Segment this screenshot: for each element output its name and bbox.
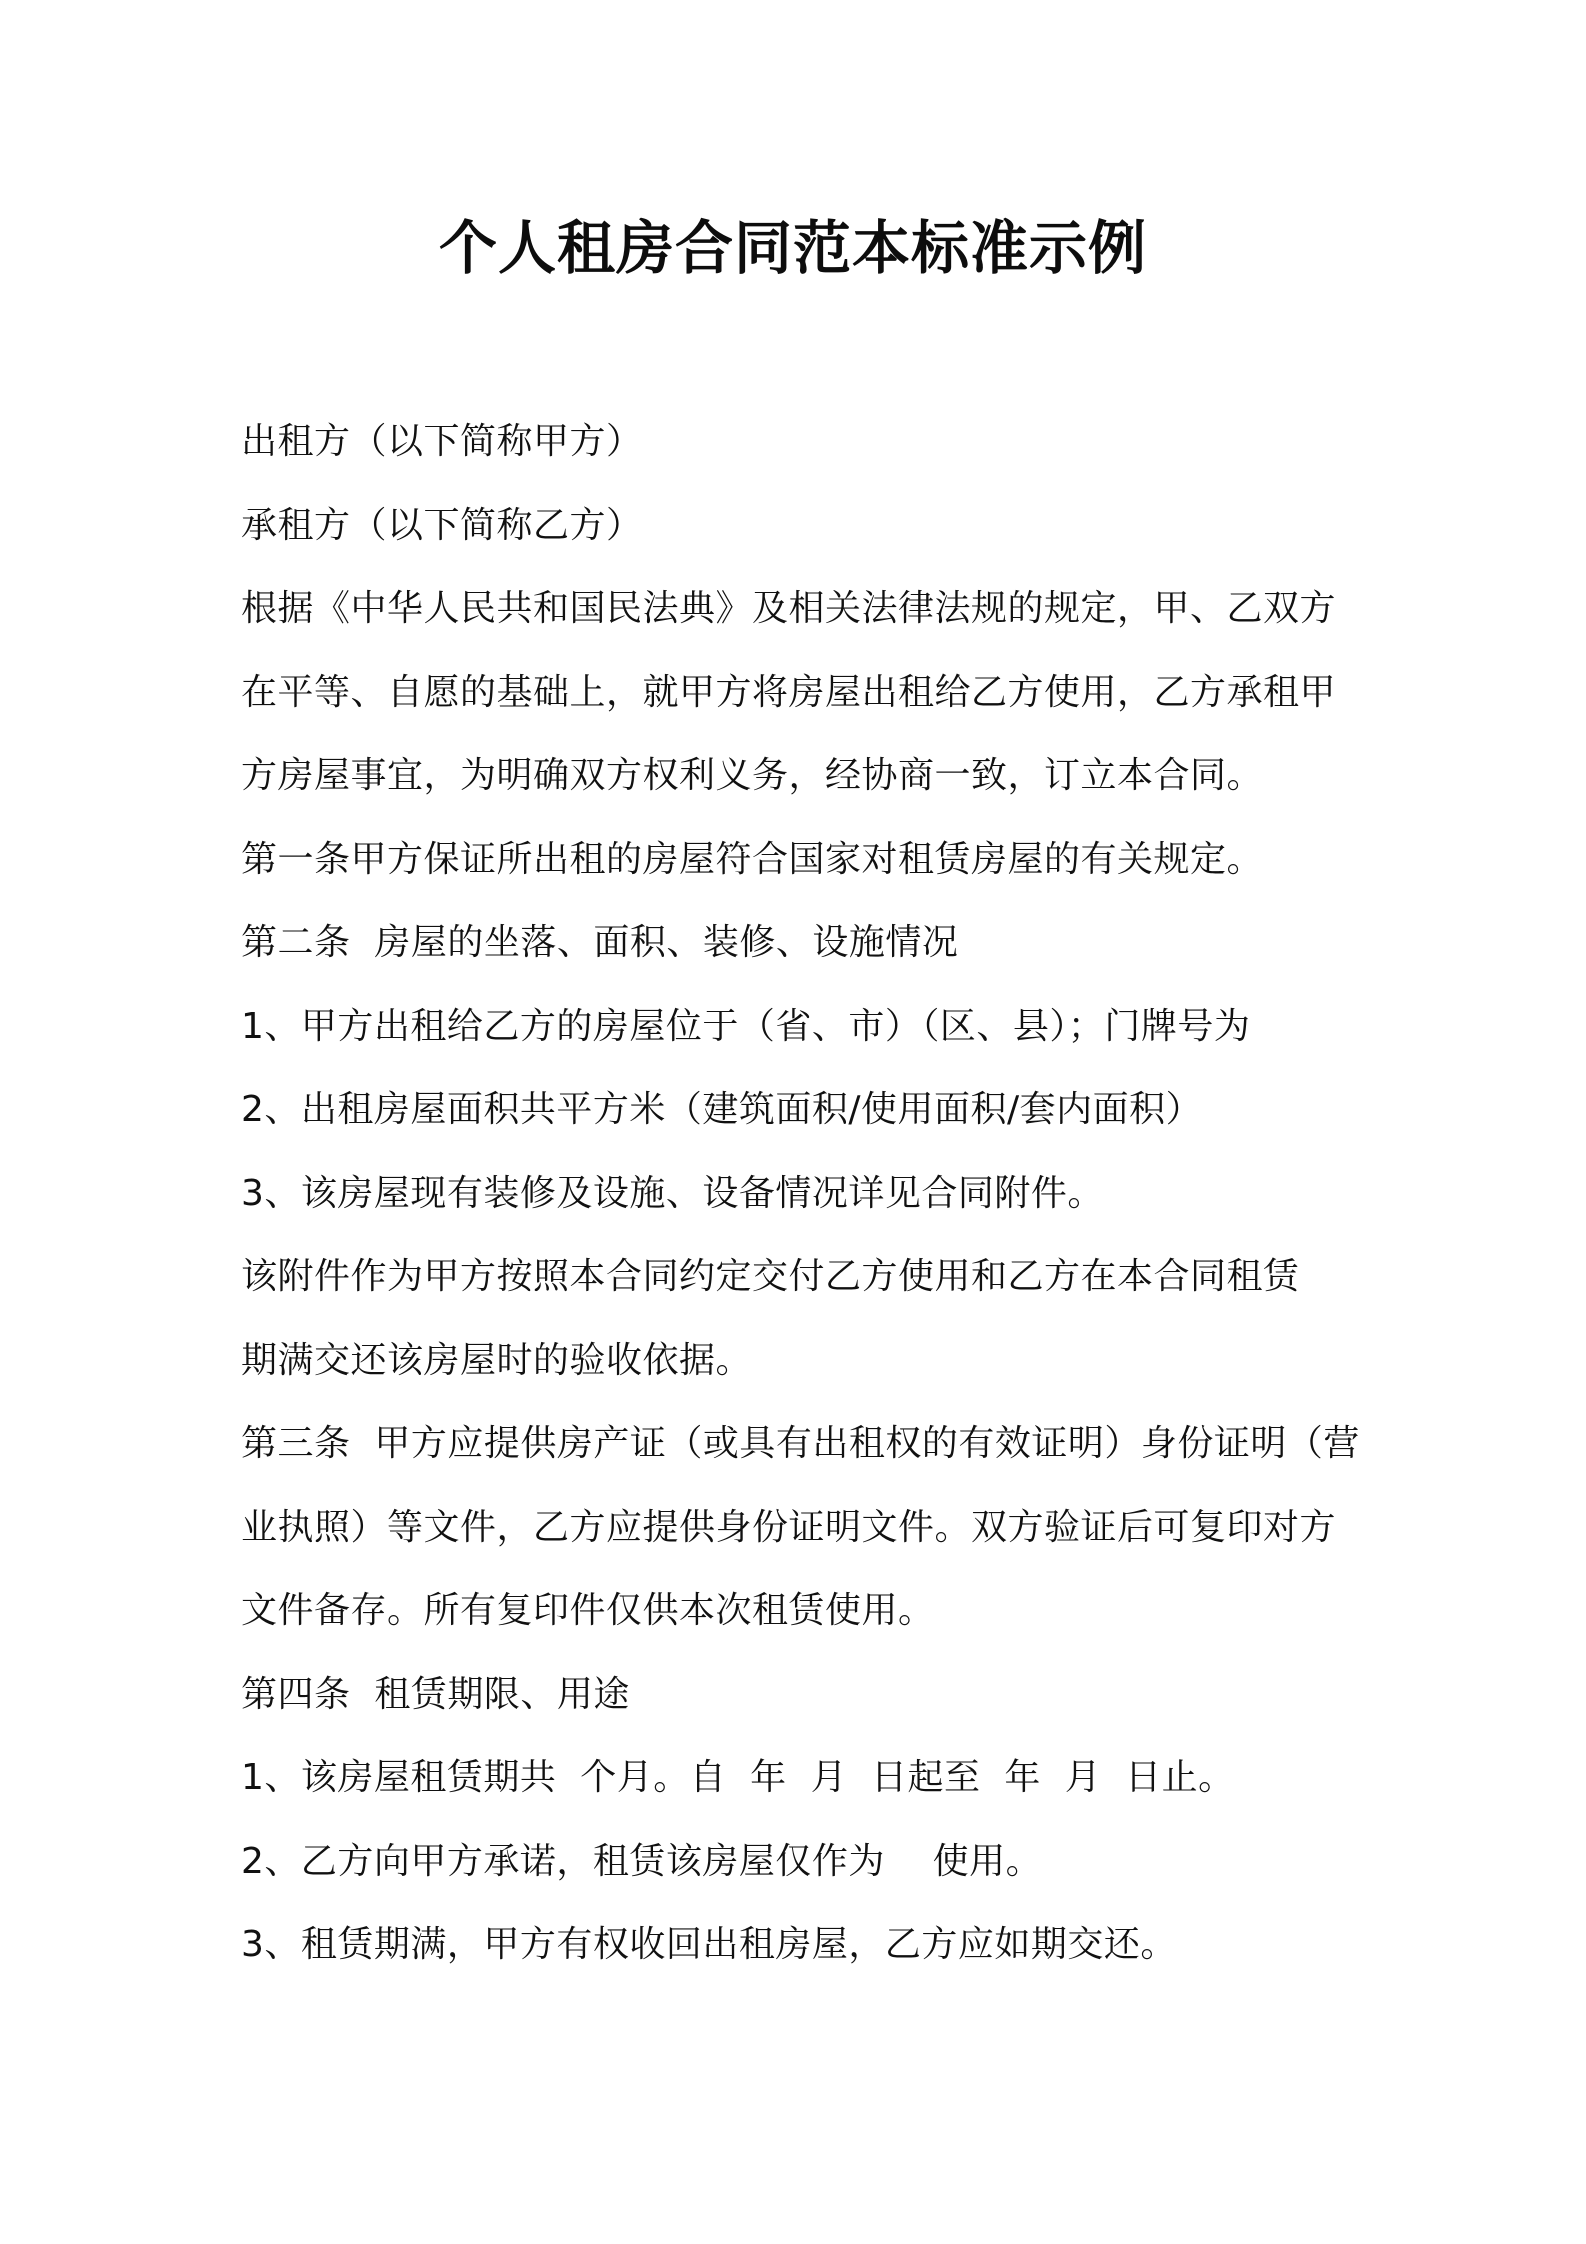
document-title: 个人租房合同范本标准示例 xyxy=(438,214,1147,282)
preamble-line-1: 根据《中华人民共和国民法典》及相关法律法规的规定，甲、乙双方 xyxy=(241,588,1337,629)
article-3-line-1: 第三条 甲方应提供房产证（或具有出租权的有效证明）身份证明（营 xyxy=(241,1423,1360,1464)
preamble-line-2: 在平等、自愿的基础上，就甲方将房屋出租给乙方使用，乙方承租甲 xyxy=(241,671,1337,713)
article-4-item-3: 3、租赁期满，甲方有权收回出租房屋，乙方应如期交还。 xyxy=(241,1924,1177,1965)
article-4-heading: 第四条 租赁期限、用途 xyxy=(241,1673,630,1715)
article-1: 第一条甲方保证所出租的房屋符合国家对租赁房屋的有关规定。 xyxy=(241,838,1264,880)
article-2-item-1: 1、甲方出租给乙方的房屋位于（省、市）（区、县）；门牌号为 xyxy=(241,1005,1251,1047)
article-3-line-3: 文件备存。所有复印件仅供本次租赁使用。 xyxy=(241,1590,935,1631)
article-2-heading: 第二条 房屋的坐落、面积、装修、设施情况 xyxy=(241,922,959,963)
article-3-line-2: 业执照）等文件，乙方应提供身份证明文件。双方验证后可复印对方 xyxy=(241,1506,1337,1548)
attachment-note-line-2: 期满交还该房屋时的验收依据。 xyxy=(241,1339,753,1381)
article-2-item-2: 2、出租房屋面积共平方米（建筑面积/使用面积/套内面积） xyxy=(241,1089,1203,1130)
lessee-line: 承租方（以下简称乙方） xyxy=(241,504,643,546)
preamble-line-3: 方房屋事宜，为明确双方权利义务，经协商一致，订立本合同。 xyxy=(241,755,1264,796)
article-2-item-3: 3、该房屋现有装修及设施、设备情况详见合同附件。 xyxy=(241,1172,1104,1214)
document-body xyxy=(241,400,1361,1987)
article-4-item-2: 2、乙方向甲方承诺，租赁该房屋仅作为 使用。 xyxy=(241,1840,1043,1882)
article-4-item-1: 1、该房屋租赁期共 个月。自 年 月 日起至 年 月 日止。 xyxy=(241,1757,1235,1798)
lessor-line: 出租方（以下简称甲方） xyxy=(241,421,643,462)
attachment-note-line-1: 该附件作为甲方按照本合同约定交付乙方使用和乙方在本合同租赁 xyxy=(241,1256,1300,1297)
